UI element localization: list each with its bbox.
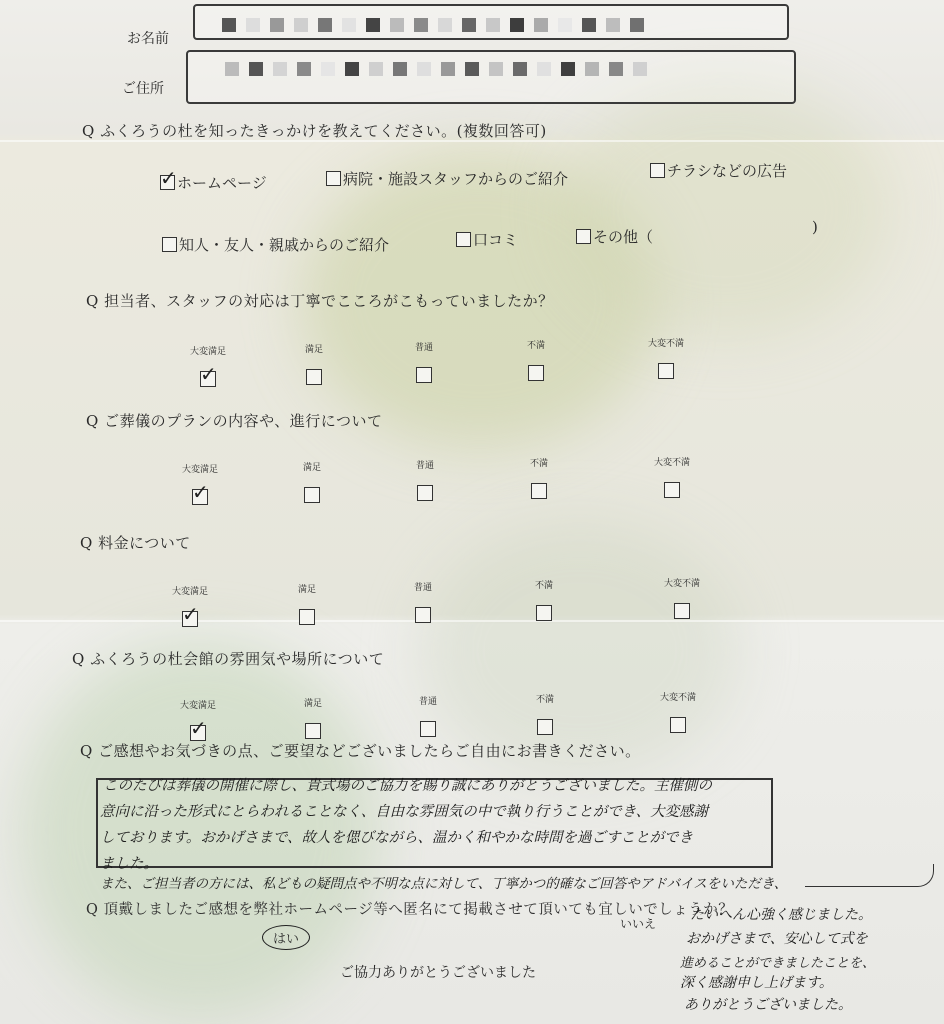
rating-label: 大変不満 <box>659 693 696 703</box>
checkbox[interactable] <box>670 717 686 733</box>
checkbox[interactable] <box>417 485 433 501</box>
rating-question: Q ご葬儀のプランの内容や、進行について <box>86 412 383 430</box>
rating-label: 満足 <box>297 585 316 595</box>
rating-option[interactable] <box>393 580 453 623</box>
rating-question: Q 担当者、スタッフの対応は丁寧でこころがこもっていましたか？ <box>86 292 554 310</box>
checkbox[interactable] <box>576 229 591 244</box>
rating-option[interactable] <box>514 578 574 621</box>
checkbox-checked[interactable] <box>182 602 199 627</box>
handwritten-note-line: 進めることができましたことを、 <box>680 956 876 971</box>
handwritten-note-line: たいへん心強く感じました。 <box>690 907 872 923</box>
check-mark-icon: ✓ <box>160 166 177 190</box>
checkbox[interactable] <box>536 605 552 621</box>
checkbox[interactable] <box>650 163 665 178</box>
rating-label: 普通 <box>415 461 434 471</box>
checkbox[interactable] <box>299 609 315 625</box>
rating-label: 大変不満 <box>663 579 700 589</box>
rating-label: 普通 <box>414 343 433 353</box>
option-label: ホームページ <box>177 174 267 192</box>
rating-option[interactable] <box>160 584 220 627</box>
q1-option-homepage[interactable] <box>160 166 267 193</box>
handwritten-note-line: 深く感謝申し上げます。 <box>680 975 833 991</box>
rating-label: 普通 <box>418 697 437 707</box>
rating-label: 大変満足 <box>179 701 216 711</box>
checkbox[interactable] <box>305 723 321 739</box>
checkbox[interactable] <box>420 721 436 737</box>
handwritten-comment-line: しております。おかげさまで、故人を偲びながら、温かく和やかな時間を過ごすことができ <box>100 830 694 846</box>
rating-option[interactable] <box>282 460 342 503</box>
address-field[interactable] <box>186 50 796 104</box>
checkbox[interactable] <box>658 363 674 379</box>
checkbox[interactable] <box>415 607 431 623</box>
checkbox[interactable] <box>416 367 432 383</box>
thank-you-message: ご協力ありがとうございました <box>340 965 536 981</box>
rating-label: 満足 <box>304 345 323 355</box>
publish-question: Q 頂戴しましたご感想を弊社ホームページ等へ匿名にて掲載させて頂いても宜しいでしょうか？ <box>86 902 734 918</box>
rating-option[interactable] <box>277 582 337 625</box>
rating-label: 大変不満 <box>647 339 684 349</box>
rating-label: 大変満足 <box>171 587 208 597</box>
q1-option-hospital-referral[interactable] <box>326 168 568 189</box>
feedback-question: Q ご感想やお気づきの点、ご要望などございましたらご自由にお書きください。 <box>80 742 641 760</box>
other-close-paren: ) <box>812 218 818 236</box>
rating-option[interactable] <box>394 340 454 383</box>
rating-label: 不満 <box>529 459 548 469</box>
publish-yes-option[interactable]: はい <box>262 925 310 950</box>
q1-option-other[interactable] <box>576 226 653 247</box>
q1-question: Q ふくろうの杜を知ったきっかけを教えてください。(複数回答可) <box>82 122 547 140</box>
q1-option-flyer[interactable] <box>650 160 787 181</box>
rating-option[interactable] <box>398 694 458 737</box>
redacted-name <box>222 18 644 32</box>
check-mark-icon: ✓ <box>182 602 199 626</box>
rating-option[interactable] <box>506 338 566 381</box>
rating-label: 不満 <box>526 341 545 351</box>
handwritten-comment-line: 意向に沿った形式にとらわれることなく、自由な雰囲気の中で執り行うことができ、大変感謝 <box>100 804 709 820</box>
publish-no-option[interactable]: いいえ <box>620 917 657 931</box>
checkbox[interactable] <box>537 719 553 735</box>
rating-option[interactable] <box>642 455 702 498</box>
check-mark-icon: ✓ <box>200 362 217 386</box>
rating-label: 不満 <box>534 581 553 591</box>
option-label: その他（ <box>593 228 654 246</box>
checkbox[interactable] <box>304 487 320 503</box>
rating-label: 大変不満 <box>653 458 690 468</box>
checkbox[interactable] <box>674 603 690 619</box>
option-label: 病院・施設スタッフからのご紹介 <box>343 170 569 188</box>
rating-option[interactable] <box>636 336 696 379</box>
check-mark-icon: ✓ <box>190 716 207 740</box>
checkbox[interactable] <box>528 365 544 381</box>
rating-label: 大変満足 <box>181 465 218 475</box>
rating-option[interactable] <box>284 342 344 385</box>
handwritten-note-line: おかげさまで、安心して式を <box>686 931 868 947</box>
continuation-arrow <box>805 864 934 887</box>
rating-label: 普通 <box>413 583 432 593</box>
checkbox-checked[interactable] <box>200 362 217 387</box>
checkbox[interactable] <box>456 232 471 247</box>
checkbox[interactable] <box>326 171 341 186</box>
checkbox-checked[interactable] <box>190 716 207 741</box>
rating-option[interactable] <box>648 690 708 733</box>
q1-option-word-of-mouth[interactable] <box>456 229 518 250</box>
rating-option[interactable] <box>652 576 712 619</box>
handwritten-note-line: ありがとうございました。 <box>684 997 852 1013</box>
rating-option[interactable] <box>170 462 230 505</box>
paper-fold <box>0 620 944 622</box>
name-label: お名前 <box>127 31 169 47</box>
rating-option[interactable] <box>283 696 343 739</box>
rating-option[interactable] <box>515 692 575 735</box>
check-mark-icon: ✓ <box>192 480 209 504</box>
option-label: チラシなどの広告 <box>667 162 788 180</box>
rating-option[interactable] <box>395 458 455 501</box>
rating-label: 不満 <box>535 695 554 705</box>
rating-label: 満足 <box>302 463 321 473</box>
rating-option[interactable] <box>509 456 569 499</box>
handwritten-comment-line: また、ご担当者の方には、私どもの疑問点や不明な点に対して、丁寧かつ的確なご回答やアドバイスをいただき、 <box>100 876 788 892</box>
handwritten-comment-line: このたびは葬儀の開催に際し、貴式場のご協力を賜り誠にありがとうございました。主催側の <box>103 778 712 794</box>
rating-option[interactable] <box>178 344 238 387</box>
background-watermark <box>560 80 890 340</box>
rating-question: Q ふくろうの杜会館の雰囲気や場所について <box>72 650 385 668</box>
rating-question: Q 料金について <box>80 534 191 552</box>
checkbox[interactable] <box>664 482 680 498</box>
address-label: ご住所 <box>122 81 164 97</box>
q1-option-acquaintance[interactable] <box>162 234 389 255</box>
redacted-address <box>225 62 647 76</box>
option-label: 口コミ <box>473 231 519 249</box>
checkbox[interactable] <box>531 483 547 499</box>
checkbox-checked[interactable] <box>192 480 209 505</box>
checkbox[interactable] <box>306 369 322 385</box>
rating-label: 大変満足 <box>189 347 226 357</box>
checkbox[interactable] <box>162 237 177 252</box>
option-label: 知人・友人・親戚からのご紹介 <box>179 236 390 254</box>
rating-label: 満足 <box>303 699 322 709</box>
rating-option[interactable] <box>168 698 228 741</box>
checkbox-checked[interactable] <box>160 166 177 190</box>
handwritten-comment-line: ました。 <box>100 856 158 872</box>
